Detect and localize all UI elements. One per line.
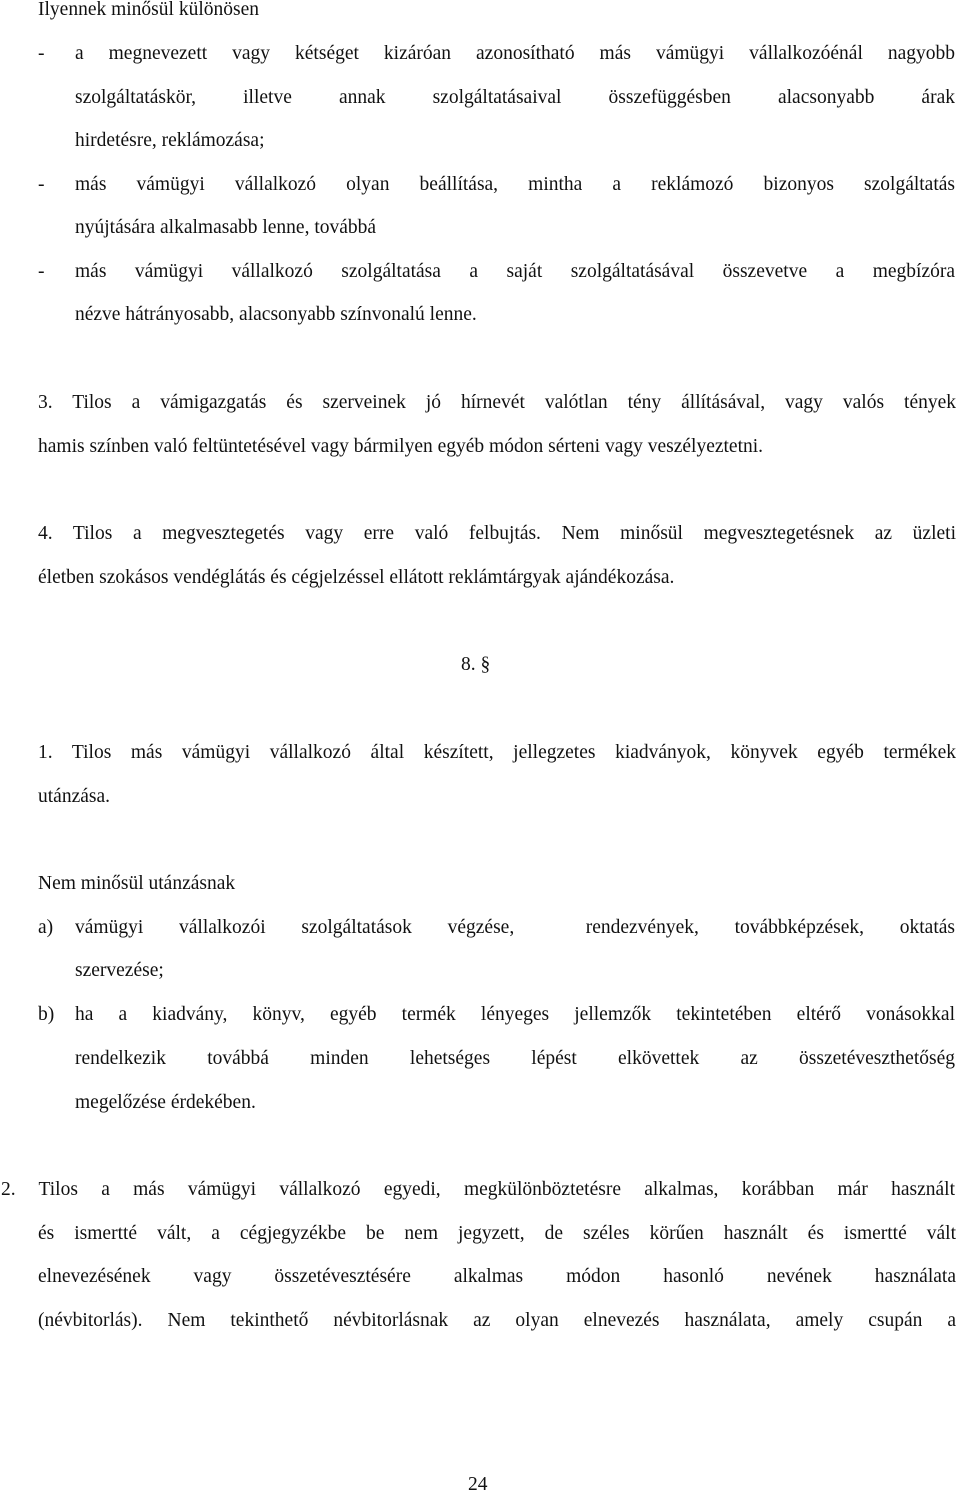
item-b-line-2: rendelkezik továbbá minden lehetséges lépést elkövettek az összetéveszthetőség xyxy=(75,1048,955,1069)
bullet-1-line-2: szolgáltatáskör, illetve annak szolgáltatásaival összefüggésben alacsonyabb árak xyxy=(75,87,955,108)
paragraph-2-line-4: (névbitorlás). Nem tekinthető névbitorlásnak az olyan elnevezés használata, amely csupán a xyxy=(38,1310,956,1331)
bullet-3-line-2: nézve hátrányosabb, alacsonyabb színvonalú lenne. xyxy=(75,304,477,325)
exceptions-intro: Nem minősül utánzásnak xyxy=(38,873,236,894)
item-a-line-1: vámügyi vállalkozói szolgáltatások végzése, rendezvények, továbbképzések, oktatás xyxy=(75,917,955,938)
item-b-label: b) xyxy=(38,1004,55,1025)
paragraph-4-line-2: életben szokásos vendéglátás és cégjelzéssel ellátott reklámtárgyak ajándékozása. xyxy=(38,567,675,588)
dash-marker: - xyxy=(38,43,45,64)
bullet-1-line-3: hirdetésre, reklámozása; xyxy=(75,130,265,151)
paragraph-3-line-2: hamis színben való feltüntetésével vagy bármilyen egyéb módon sérteni vagy veszélyeztetni. xyxy=(38,436,764,457)
paragraph-2-line-3: elnevezésének vagy összetévesztésére alkalmas módon hasonló nevének használata xyxy=(38,1266,956,1287)
paragraph-2-line-2: és ismertté vált, a cégjegyzékbe be nem jegyzett, de széles körűen használt és ismertté vált xyxy=(38,1223,956,1244)
intro-line: Ilyennek minősül különösen xyxy=(38,0,259,20)
item-a-line-2: szervezése; xyxy=(75,960,164,981)
item-b-line-1: ha a kiadvány, könyv, egyéb termék lényeges jellemzők tekintetében eltérő vonásokkal xyxy=(75,1004,955,1025)
paragraph-2-line-1: 2. Tilos a más vámügyi vállalkozó egyedi, megkülönböztetésre alkalmas, korábban már használt xyxy=(1,1179,955,1200)
paragraph-1-line-2: utánzása. xyxy=(38,786,111,807)
bullet-1-line-1: a megnevezett vagy kétséget kizáróan azonosítható más vámügyi vállalkozóénál nagyobb xyxy=(75,43,955,64)
page-number: 24 xyxy=(468,1474,488,1495)
section-heading: 8. § xyxy=(461,654,491,675)
paragraph-3-line-1: 3. Tilos a vámigazgatás és szerveinek jó hírnevét valótlan tény állításával, vagy valós tények xyxy=(38,392,956,413)
bullet-3-line-1: más vámügyi vállalkozó szolgáltatása a saját szolgáltatásával összevetve a megbízóra xyxy=(75,261,955,282)
dash-marker: - xyxy=(38,261,45,282)
paragraph-4-line-1: 4. Tilos a megvesztegetés vagy erre való felbujtás. Nem minősül megvesztegetésnek az üzleti xyxy=(38,523,956,544)
bullet-2-line-2: nyújtására alkalmasabb lenne, továbbá xyxy=(75,217,377,238)
dash-marker: - xyxy=(38,174,45,195)
paragraph-1-line-1: 1. Tilos más vámügyi vállalkozó által készített, jellegzetes kiadványok, könyvek egyéb termékek xyxy=(38,742,956,763)
item-b-line-3: megelőzése érdekében. xyxy=(75,1092,256,1113)
item-a-label: a) xyxy=(38,917,54,938)
bullet-2-line-1: más vámügyi vállalkozó olyan beállítása, mintha a reklámozó bizonyos szolgáltatás xyxy=(75,174,955,195)
